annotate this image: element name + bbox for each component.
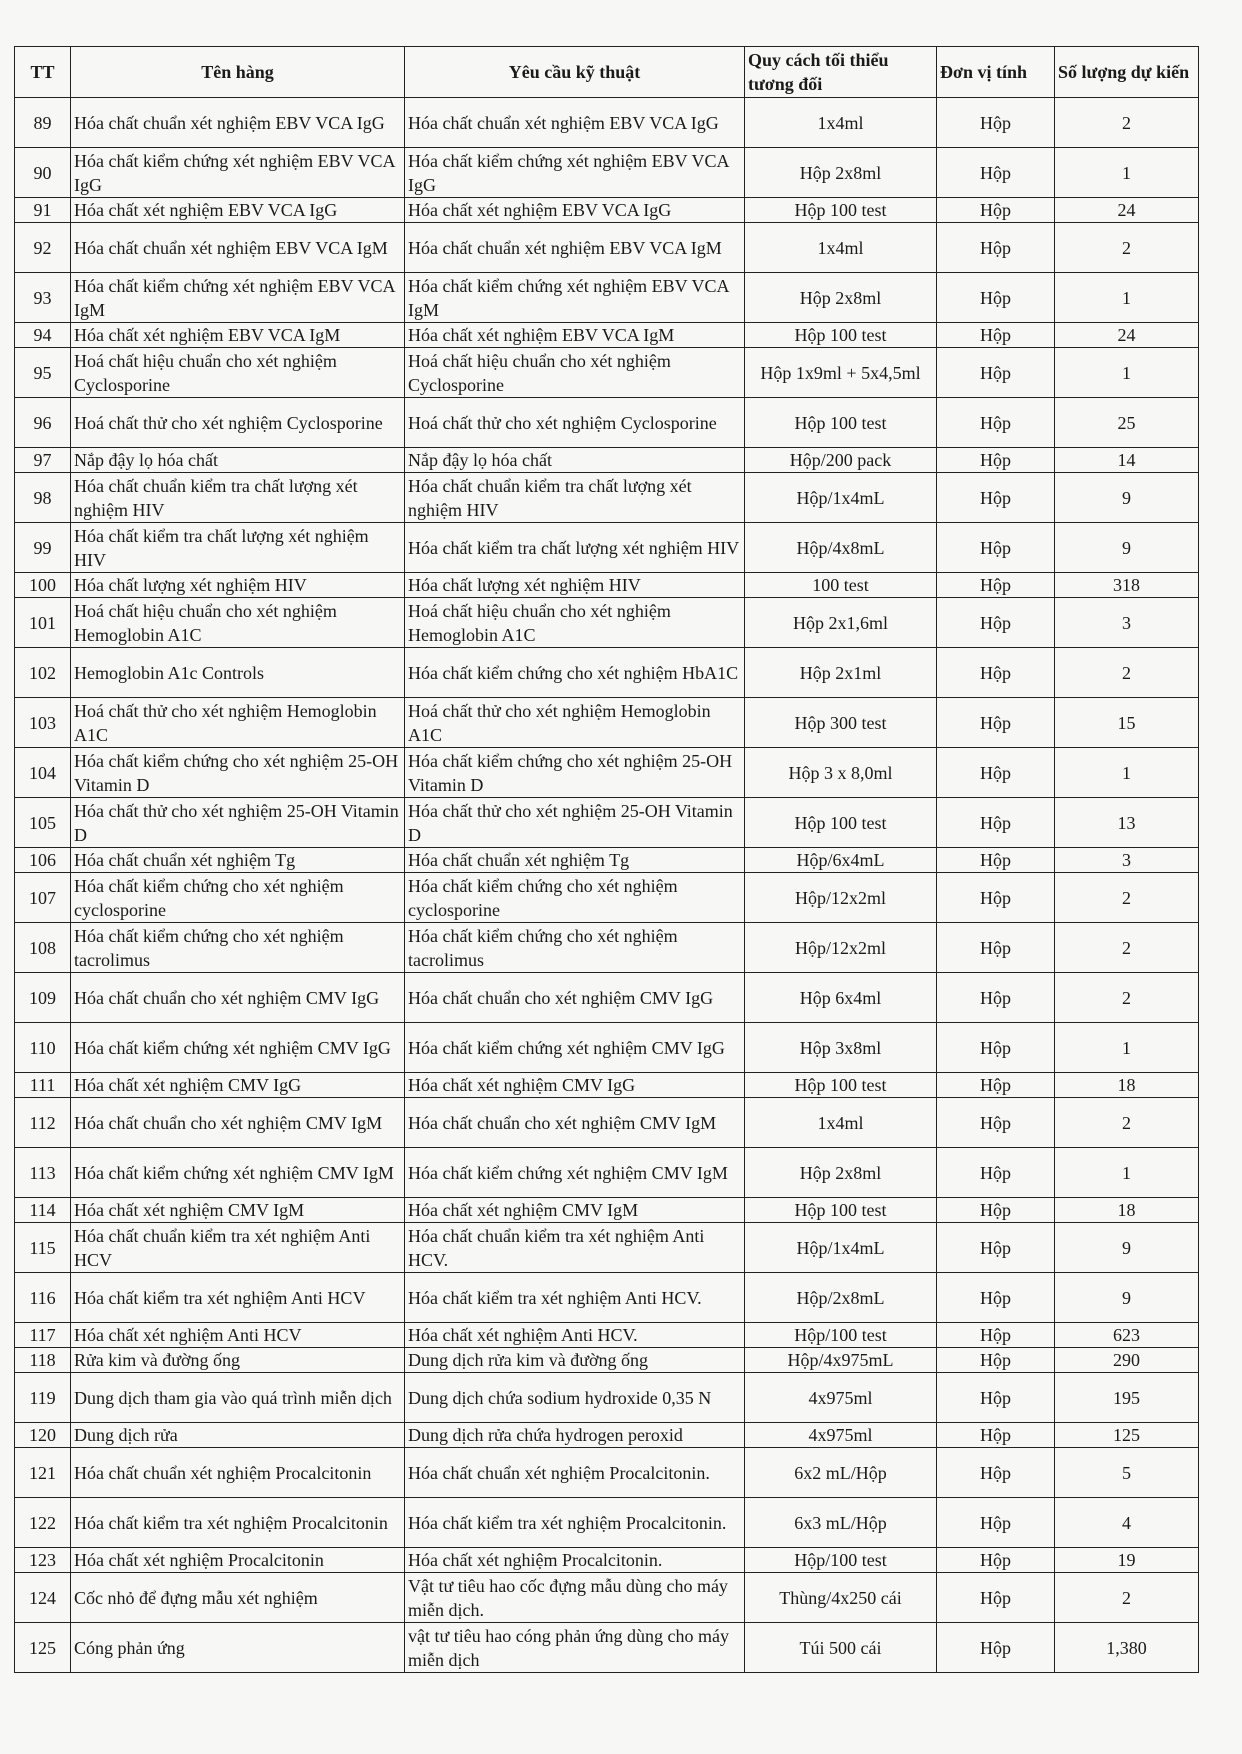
cell-unit: Hộp: [937, 1548, 1055, 1573]
cell-spec: Hóa chất kiểm tra xét nghiệm Anti HCV.: [405, 1273, 745, 1323]
cell-spec: Hóa chất chuẩn xét nghiệm Tg: [405, 848, 745, 873]
table-row: [15, 873, 1199, 923]
cell-qty: 2: [1055, 873, 1199, 923]
cell-tt: 119: [15, 1373, 71, 1423]
table-row: [15, 798, 1199, 848]
cell-name: Hóa chất xét nghiệm Procalcitonin: [71, 1548, 405, 1573]
cell-unit: Hộp: [937, 923, 1055, 973]
cell-tt: 92: [15, 223, 71, 273]
cell-spec: Hóa chất chuẩn xét nghiệm EBV VCA IgM: [405, 223, 745, 273]
cell-spec: Hóa chất kiểm chứng xét nghiệm CMV IgM: [405, 1148, 745, 1198]
header-pack: Quy cách tối thiểu tương đối: [745, 47, 937, 98]
cell-unit: Hộp: [937, 273, 1055, 323]
cell-qty: 13: [1055, 798, 1199, 848]
cell-spec: Hoá chất hiệu chuẩn cho xét nghiệm Hemoglobin A1C: [405, 598, 745, 648]
cell-qty: 195: [1055, 1373, 1199, 1423]
cell-name: Hóa chất chuẩn cho xét nghiệm CMV IgG: [71, 973, 405, 1023]
cell-name: Hóa chất xét nghiệm EBV VCA IgG: [71, 198, 405, 223]
cell-spec: Hóa chất kiểm chứng cho xét nghiệm tacrolimus: [405, 923, 745, 973]
cell-spec: vật tư tiêu hao cóng phản ứng dùng cho máy miễn dịch: [405, 1623, 745, 1673]
cell-unit: Hộp: [937, 598, 1055, 648]
table-row: [15, 523, 1199, 573]
cell-tt: 95: [15, 348, 71, 398]
cell-unit: Hộp: [937, 223, 1055, 273]
cell-tt: 90: [15, 148, 71, 198]
cell-pack: 1x4ml: [745, 1098, 937, 1148]
cell-unit: Hộp: [937, 1623, 1055, 1673]
cell-pack: Hộp 100 test: [745, 798, 937, 848]
cell-pack: Hộp/6x4mL: [745, 848, 937, 873]
cell-tt: 117: [15, 1323, 71, 1348]
cell-qty: 2: [1055, 223, 1199, 273]
cell-spec: Nắp đậy lọ hóa chất: [405, 448, 745, 473]
cell-name: Hóa chất chuẩn cho xét nghiệm CMV IgM: [71, 1098, 405, 1148]
cell-name: Hóa chất kiểm chứng xét nghiệm EBV VCA IgM: [71, 273, 405, 323]
cell-pack: Hộp 100 test: [745, 323, 937, 348]
cell-tt: 109: [15, 973, 71, 1023]
table-row: [15, 473, 1199, 523]
cell-tt: 96: [15, 398, 71, 448]
table-row: [15, 198, 1199, 223]
cell-spec: Hóa chất xét nghiệm Anti HCV.: [405, 1323, 745, 1348]
cell-qty: 19: [1055, 1548, 1199, 1573]
table-row: [15, 1073, 1199, 1098]
cell-spec: Hóa chất xét nghiệm EBV VCA IgG: [405, 198, 745, 223]
cell-pack: Hộp 3 x 8,0ml: [745, 748, 937, 798]
cell-qty: 25: [1055, 398, 1199, 448]
cell-pack: Hộp/12x2ml: [745, 873, 937, 923]
table-row: [15, 698, 1199, 748]
header-spec: Yêu cầu kỹ thuật: [405, 47, 745, 98]
table-row: [15, 598, 1199, 648]
cell-qty: 2: [1055, 98, 1199, 148]
cell-tt: 112: [15, 1098, 71, 1148]
cell-spec: Hóa chất xét nghiệm CMV IgG: [405, 1073, 745, 1098]
table-row: [15, 1023, 1199, 1073]
cell-spec: Hóa chất chuẩn kiểm tra xét nghiệm Anti HCV.: [405, 1223, 745, 1273]
cell-pack: Hộp/4x8mL: [745, 523, 937, 573]
cell-spec: Hóa chất xét nghiệm CMV IgM: [405, 1198, 745, 1223]
cell-tt: 107: [15, 873, 71, 923]
table-row: [15, 323, 1199, 348]
cell-pack: Hộp 2x8ml: [745, 1148, 937, 1198]
cell-tt: 110: [15, 1023, 71, 1073]
cell-pack: Thùng/4x250 cái: [745, 1573, 937, 1623]
cell-spec: Hoá chất thử cho xét nghiệm Hemoglobin A1C: [405, 698, 745, 748]
cell-name: Hoá chất hiệu chuẩn cho xét nghiệm Hemoglobin A1C: [71, 598, 405, 648]
cell-name: Hóa chất chuẩn xét nghiệm Tg: [71, 848, 405, 873]
table-row: [15, 1623, 1199, 1673]
cell-tt: 118: [15, 1348, 71, 1373]
cell-qty: 1: [1055, 348, 1199, 398]
cell-spec: Hoá chất hiệu chuẩn cho xét nghiệm Cyclosporine: [405, 348, 745, 398]
cell-tt: 105: [15, 798, 71, 848]
cell-qty: 1: [1055, 1023, 1199, 1073]
cell-pack: Hộp 2x8ml: [745, 273, 937, 323]
cell-tt: 98: [15, 473, 71, 523]
cell-pack: Hộp 100 test: [745, 398, 937, 448]
cell-unit: Hộp: [937, 748, 1055, 798]
cell-tt: 104: [15, 748, 71, 798]
cell-name: Hóa chất chuẩn xét nghiệm Procalcitonin: [71, 1448, 405, 1498]
cell-qty: 4: [1055, 1498, 1199, 1548]
cell-tt: 91: [15, 198, 71, 223]
cell-qty: 9: [1055, 1273, 1199, 1323]
cell-unit: Hộp: [937, 1223, 1055, 1273]
cell-name: Cóng phản ứng: [71, 1623, 405, 1673]
table-row: [15, 273, 1199, 323]
cell-pack: Hộp 100 test: [745, 1073, 937, 1098]
cell-qty: 318: [1055, 573, 1199, 598]
cell-pack: Hộp 6x4ml: [745, 973, 937, 1023]
table-row: [15, 398, 1199, 448]
cell-name: Hóa chất kiểm chứng cho xét nghiệm cyclosporine: [71, 873, 405, 923]
cell-name: Hóa chất xét nghiệm CMV IgG: [71, 1073, 405, 1098]
cell-tt: 108: [15, 923, 71, 973]
table-row: [15, 973, 1199, 1023]
cell-pack: Hộp 1x9ml + 5x4,5ml: [745, 348, 937, 398]
cell-tt: 122: [15, 1498, 71, 1548]
cell-qty: 2: [1055, 923, 1199, 973]
cell-name: Cốc nhỏ để đựng mẫu xét nghiệm: [71, 1573, 405, 1623]
cell-tt: 106: [15, 848, 71, 873]
cell-spec: Dung dịch rửa kim và đường ống: [405, 1348, 745, 1373]
cell-unit: Hộp: [937, 573, 1055, 598]
cell-name: Dung dịch rửa: [71, 1423, 405, 1448]
table-body: [15, 98, 1199, 1673]
cell-pack: Hộp/12x2ml: [745, 923, 937, 973]
cell-name: Hóa chất thử cho xét nghiệm 25-OH Vitamin D: [71, 798, 405, 848]
cell-unit: Hộp: [937, 1273, 1055, 1323]
cell-spec: Hóa chất xét nghiệm Procalcitonin.: [405, 1548, 745, 1573]
table-row: [15, 648, 1199, 698]
cell-spec: Hóa chất chuẩn kiểm tra chất lượng xét nghiệm HIV: [405, 473, 745, 523]
cell-name: Hóa chất chuẩn xét nghiệm EBV VCA IgM: [71, 223, 405, 273]
table-row: [15, 1373, 1199, 1423]
cell-qty: 2: [1055, 1573, 1199, 1623]
cell-spec: Hoá chất thử cho xét nghiệm Cyclosporine: [405, 398, 745, 448]
cell-pack: 6x2 mL/Hộp: [745, 1448, 937, 1498]
cell-spec: Hóa chất chuẩn cho xét nghiệm CMV IgM: [405, 1098, 745, 1148]
cell-name: Hoá chất hiệu chuẩn cho xét nghiệm Cyclosporine: [71, 348, 405, 398]
table-header-row: [15, 47, 1199, 98]
cell-name: Dung dịch tham gia vào quá trình miễn dịch: [71, 1373, 405, 1423]
table-row: [15, 1348, 1199, 1373]
cell-tt: 89: [15, 98, 71, 148]
header-name: Tên hàng: [71, 47, 405, 98]
cell-pack: 100 test: [745, 573, 937, 598]
table-row: [15, 848, 1199, 873]
table-row: [15, 1323, 1199, 1348]
table-row: [15, 1098, 1199, 1148]
cell-qty: 1: [1055, 748, 1199, 798]
table-row: [15, 1273, 1199, 1323]
cell-spec: Hóa chất kiểm chứng cho xét nghiệm cyclosporine: [405, 873, 745, 923]
cell-unit: Hộp: [937, 1023, 1055, 1073]
cell-pack: Hộp/4x975mL: [745, 1348, 937, 1373]
cell-tt: 103: [15, 698, 71, 748]
cell-unit: Hộp: [937, 873, 1055, 923]
cell-name: Hóa chất kiểm tra xét nghiệm Anti HCV: [71, 1273, 405, 1323]
cell-tt: 113: [15, 1148, 71, 1198]
cell-spec: Hóa chất thử cho xét nghiệm 25-OH Vitamin D: [405, 798, 745, 848]
cell-unit: Hộp: [937, 698, 1055, 748]
cell-unit: Hộp: [937, 1373, 1055, 1423]
cell-pack: Hộp 2x8ml: [745, 148, 937, 198]
cell-unit: Hộp: [937, 398, 1055, 448]
cell-pack: Hộp 3x8ml: [745, 1023, 937, 1073]
cell-tt: 111: [15, 1073, 71, 1098]
cell-pack: 6x3 mL/Hộp: [745, 1498, 937, 1548]
cell-pack: Hộp 2x1,6ml: [745, 598, 937, 648]
cell-name: Hóa chất kiểm chứng cho xét nghiệm 25-OH Vitamin D: [71, 748, 405, 798]
cell-unit: Hộp: [937, 1073, 1055, 1098]
chemical-supply-table: [14, 46, 1199, 1673]
cell-pack: 4x975ml: [745, 1423, 937, 1448]
cell-name: Hóa chất kiểm tra xét nghiệm Procalcitonin: [71, 1498, 405, 1548]
cell-spec: Hóa chất kiểm chứng cho xét nghiệm 25-OH Vitamin D: [405, 748, 745, 798]
cell-unit: Hộp: [937, 198, 1055, 223]
cell-unit: Hộp: [937, 1198, 1055, 1223]
cell-name: Nắp đậy lọ hóa chất: [71, 448, 405, 473]
cell-pack: Hộp 300 test: [745, 698, 937, 748]
cell-tt: 116: [15, 1273, 71, 1323]
cell-name: Hóa chất xét nghiệm Anti HCV: [71, 1323, 405, 1348]
cell-tt: 102: [15, 648, 71, 698]
cell-spec: Dung dịch rửa chứa hydrogen peroxid: [405, 1423, 745, 1448]
cell-qty: 1: [1055, 273, 1199, 323]
cell-qty: 1: [1055, 148, 1199, 198]
header-qty: Số lượng dự kiến: [1055, 47, 1199, 98]
table-row: [15, 1148, 1199, 1198]
cell-name: Hóa chất kiểm tra chất lượng xét nghiệm HIV: [71, 523, 405, 573]
table-row: [15, 1448, 1199, 1498]
cell-qty: 9: [1055, 473, 1199, 523]
cell-spec: Hóa chất kiểm tra chất lượng xét nghiệm HIV: [405, 523, 745, 573]
cell-pack: Túi 500 cái: [745, 1623, 937, 1673]
cell-unit: Hộp: [937, 523, 1055, 573]
cell-spec: Vật tư tiêu hao cốc đựng mẫu dùng cho máy miễn dịch.: [405, 1573, 745, 1623]
cell-pack: Hộp 2x1ml: [745, 648, 937, 698]
cell-unit: Hộp: [937, 348, 1055, 398]
cell-unit: Hộp: [937, 1348, 1055, 1373]
cell-tt: 120: [15, 1423, 71, 1448]
cell-tt: 114: [15, 1198, 71, 1223]
cell-name: Hóa chất xét nghiệm EBV VCA IgM: [71, 323, 405, 348]
cell-qty: 15: [1055, 698, 1199, 748]
cell-unit: Hộp: [937, 473, 1055, 523]
cell-qty: 14: [1055, 448, 1199, 473]
cell-name: Hóa chất kiểm chứng xét nghiệm CMV IgG: [71, 1023, 405, 1073]
cell-name: Hóa chất kiểm chứng xét nghiệm EBV VCA IgG: [71, 148, 405, 198]
cell-qty: 290: [1055, 1348, 1199, 1373]
cell-qty: 24: [1055, 323, 1199, 348]
document-sheet: [14, 46, 1198, 1673]
cell-unit: Hộp: [937, 1448, 1055, 1498]
cell-tt: 97: [15, 448, 71, 473]
table-row: [15, 223, 1199, 273]
cell-tt: 121: [15, 1448, 71, 1498]
cell-name: Hoá chất thử cho xét nghiệm Hemoglobin A1C: [71, 698, 405, 748]
cell-pack: 1x4ml: [745, 98, 937, 148]
cell-unit: Hộp: [937, 848, 1055, 873]
cell-unit: Hộp: [937, 1323, 1055, 1348]
cell-qty: 18: [1055, 1073, 1199, 1098]
cell-pack: Hộp/100 test: [745, 1323, 937, 1348]
table-row: [15, 573, 1199, 598]
cell-unit: Hộp: [937, 1573, 1055, 1623]
cell-name: Hóa chất chuẩn kiểm tra xét nghiệm Anti HCV: [71, 1223, 405, 1273]
cell-unit: Hộp: [937, 98, 1055, 148]
cell-unit: Hộp: [937, 648, 1055, 698]
cell-tt: 94: [15, 323, 71, 348]
cell-spec: Hóa chất lượng xét nghiệm HIV: [405, 573, 745, 598]
table-row: [15, 98, 1199, 148]
cell-pack: Hộp/200 pack: [745, 448, 937, 473]
cell-qty: 623: [1055, 1323, 1199, 1348]
cell-unit: Hộp: [937, 1098, 1055, 1148]
table-row: [15, 1223, 1199, 1273]
cell-unit: Hộp: [937, 1498, 1055, 1548]
table-row: [15, 1548, 1199, 1573]
cell-tt: 124: [15, 1573, 71, 1623]
cell-tt: 93: [15, 273, 71, 323]
cell-spec: Hóa chất kiểm chứng xét nghiệm EBV VCA IgG: [405, 148, 745, 198]
cell-name: Hoá chất thử cho xét nghiệm Cyclosporine: [71, 398, 405, 448]
cell-qty: 24: [1055, 198, 1199, 223]
cell-qty: 2: [1055, 648, 1199, 698]
cell-spec: Hóa chất kiểm tra xét nghiệm Procalcitonin.: [405, 1498, 745, 1548]
cell-qty: 5: [1055, 1448, 1199, 1498]
cell-pack: 4x975ml: [745, 1373, 937, 1423]
table-row: [15, 148, 1199, 198]
cell-tt: 115: [15, 1223, 71, 1273]
cell-name: Hóa chất lượng xét nghiệm HIV: [71, 573, 405, 598]
cell-qty: 18: [1055, 1198, 1199, 1223]
cell-spec: Hóa chất chuẩn xét nghiệm Procalcitonin.: [405, 1448, 745, 1498]
cell-pack: Hộp/100 test: [745, 1548, 937, 1573]
cell-pack: Hộp/1x4mL: [745, 1223, 937, 1273]
cell-tt: 99: [15, 523, 71, 573]
cell-qty: 1,380: [1055, 1623, 1199, 1673]
cell-spec: Hóa chất kiểm chứng xét nghiệm EBV VCA IgM: [405, 273, 745, 323]
cell-qty: 9: [1055, 1223, 1199, 1273]
cell-pack: Hộp 100 test: [745, 1198, 937, 1223]
table-row: [15, 1573, 1199, 1623]
cell-qty: 125: [1055, 1423, 1199, 1448]
cell-name: Hóa chất xét nghiệm CMV IgM: [71, 1198, 405, 1223]
table-row: [15, 1498, 1199, 1548]
header-tt: TT: [15, 47, 71, 98]
cell-tt: 123: [15, 1548, 71, 1573]
cell-qty: 3: [1055, 848, 1199, 873]
cell-name: Hóa chất chuẩn xét nghiệm EBV VCA IgG: [71, 98, 405, 148]
cell-unit: Hộp: [937, 973, 1055, 1023]
table-row: [15, 923, 1199, 973]
cell-pack: 1x4ml: [745, 223, 937, 273]
cell-name: Hemoglobin A1c Controls: [71, 648, 405, 698]
cell-spec: Hóa chất kiểm chứng cho xét nghiệm HbA1C: [405, 648, 745, 698]
cell-unit: Hộp: [937, 448, 1055, 473]
cell-spec: Hóa chất chuẩn cho xét nghiệm CMV IgG: [405, 973, 745, 1023]
cell-pack: Hộp/2x8mL: [745, 1273, 937, 1323]
cell-unit: Hộp: [937, 798, 1055, 848]
table-row: [15, 748, 1199, 798]
cell-qty: 1: [1055, 1148, 1199, 1198]
cell-tt: 100: [15, 573, 71, 598]
cell-qty: 2: [1055, 973, 1199, 1023]
table-row: [15, 348, 1199, 398]
header-unit: Đơn vị tính: [937, 47, 1055, 98]
cell-tt: 101: [15, 598, 71, 648]
cell-spec: Hóa chất kiểm chứng xét nghiệm CMV IgG: [405, 1023, 745, 1073]
cell-name: Rửa kim và đường ống: [71, 1348, 405, 1373]
cell-name: Hóa chất kiểm chứng xét nghiệm CMV IgM: [71, 1148, 405, 1198]
cell-pack: Hộp 100 test: [745, 198, 937, 223]
cell-qty: 3: [1055, 598, 1199, 648]
cell-qty: 9: [1055, 523, 1199, 573]
table-row: [15, 1423, 1199, 1448]
cell-spec: Dung dịch chứa sodium hydroxide 0,35 N: [405, 1373, 745, 1423]
cell-unit: Hộp: [937, 1423, 1055, 1448]
cell-unit: Hộp: [937, 323, 1055, 348]
cell-unit: Hộp: [937, 148, 1055, 198]
cell-spec: Hóa chất xét nghiệm EBV VCA IgM: [405, 323, 745, 348]
table-row: [15, 1198, 1199, 1223]
cell-tt: 125: [15, 1623, 71, 1673]
cell-qty: 2: [1055, 1098, 1199, 1148]
cell-name: Hóa chất chuẩn kiểm tra chất lượng xét nghiệm HIV: [71, 473, 405, 523]
cell-spec: Hóa chất chuẩn xét nghiệm EBV VCA IgG: [405, 98, 745, 148]
cell-unit: Hộp: [937, 1148, 1055, 1198]
cell-pack: Hộp/1x4mL: [745, 473, 937, 523]
table-row: [15, 448, 1199, 473]
cell-name: Hóa chất kiểm chứng cho xét nghiệm tacrolimus: [71, 923, 405, 973]
